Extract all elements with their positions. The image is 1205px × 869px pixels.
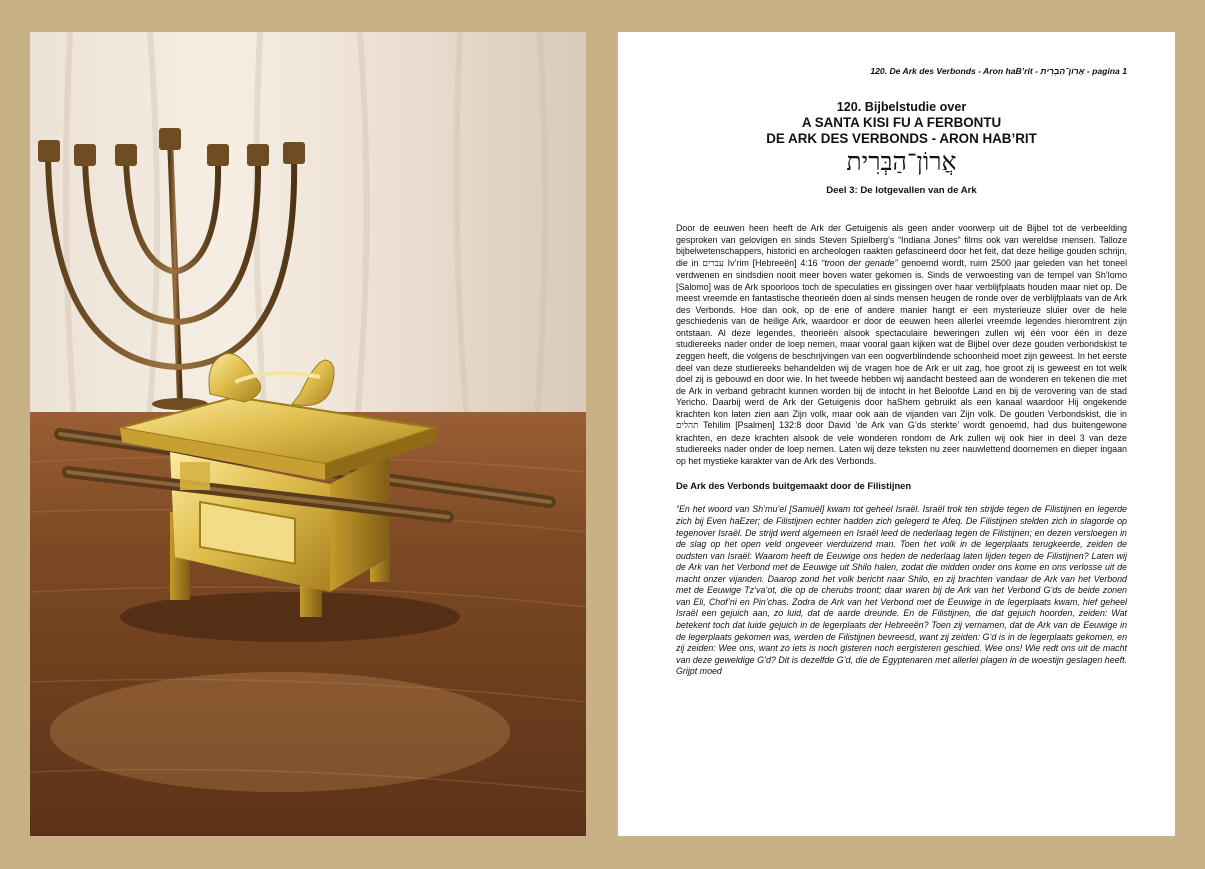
intro-paragraph: [676, 223, 1127, 467]
scripture-quote: “En het woord van Sh’mu’el [Samuël] kwam tot geheel Israël. Israël trok ten strijde tegen de Filistijnen en legerde zich bij Even haEzer; de Filistijnen echter hadden zich gelegerd te Afeq. De Filistijnen stelden zich in slagorde op tegenover Israël. De strijd werd algemeen en Israël leed de nederlaag tegen de Filistijnen; en dezen versloegen in de slag op het open veld ongeveer vierduizend man. Toen het volk in de legerplaats terugkeerde, zeiden de oudsten van Israël: Waarom heeft de Eeuwige ons heden de nederlaag laten lijden tegen de Filistijnen? Laten wij de Ark van het Verbond met de Eeuwige uit Shilo halen, zodat die midden onder ons kome en ons verlosse uit de macht onzer vijanden. Daarop zond het volk bericht naar Shilo, en zij brachten vandaar de Ark van het Verbond met de Eeuwige Tz’va’ot, die op de cherubs troont; daar waren bij de Ark van het Verbond G’ds de beide zonen van Eli, Chof’ni en Pin’chas. Zodra de Ark van het Verbond met de Eeuwige in de legerplaats kwam, hief geheel Israël een gejuich aan, zo luid, dat de aarde dreunde. En de Filistijnen, die dat gejuich hoorden, zeiden: Wat betekent toch dat luide gejuich in de legerplaats der Hebreeën? Toen zij vernamen, dat de Ark van de Eeuwige in de legerplaats gekomen was, werden de Filistijnen bevreesd, want zij zeiden: G’d is in de legerplaats gekomen, en zij zeiden: Wee ons, want zo iets is noch gisteren noch eergisteren geschied. Wee ons! Wie redt ons uit de macht van deze geweldige G’d? Dit is dezelfde G’d, die de Egyptenaren met allerlei plagen in de woestijn geslagen heeft. Grijpt moed: [676, 504, 1127, 677]
intro-italic: “troon der genade”: [821, 257, 898, 268]
intro-hebrew-ivrim: עברים: [702, 258, 724, 269]
section-title: Deel 3: De lotgevallen van de Ark: [826, 185, 977, 196]
title-line-1: 120. Bijbelstudie over: [836, 100, 967, 114]
title-hebrew: אֲרוֹן־הַבְּרִית: [846, 147, 957, 176]
subheading: De Ark des Verbonds buitgemaakt door de Filistijnen: [676, 480, 912, 492]
intro-text-3: genoemd wordt, ruim 2500 jaar geleden van het toneel verdwenen en sindsdien nooit meer boven water gekomen is. Sinds de verwoesting van de tempel van Sh’lomo [Salomo] was de Ark spoorloos toch de speculaties en gissingen over haar verblijfplaats houden maar niet op. De meest vreemde en fantastische theorieën doen al sinds mensen heugen de ronde over de verblijfplaats van de Ark des Verbonds. Hoe dan ook, op de ene of andere manier hangt er een mysterieuze sluier over de hele geschiedenis van de heilige Ark, waardoor er door de eeuwen heen allerlei vreemde legendes hieromtrent zijn ontstaan. Al deze legendes, theorieën alsook spectaculaire beweringen zullen wij één voor één in deze studiereeks nader onder de loep nemen, maar vooral gaan kijken wat de Bijbel over deze gouden verbondskist te zeggen heeft, die volgens de beschrijvingen van een oogverblindende schoonheid moet zijn geweest. In het eerste deel van deze studiereeks behandelden wij de vragen hoe de Ark er uit zag, hoe groot zij is geweest en tot welk doel zij is gebouwd en door wie. In het tweede hebben wij aandacht besteed aan de wonderen en tekenen die met de Ark in verband gebracht kunnen worden bij de intocht in het Beloofde Land en bij de verovering van de stad Yericho. Daarbij werd de Ark der Getuigenis door haShem gebruikt als een kanaal waardoor Hij ongekende krachten kon laten zien aan Zijn volk, maar ook aan de vijanden van Zijn volk. De gouden Verbondskist, die in: [676, 257, 1128, 419]
running-head: 120. De Ark des Verbonds - Aron haB’rit - אֲרוֹן־הַבְּרִית - pagina 1: [870, 66, 1127, 76]
document-page: [618, 32, 1175, 836]
intro-text-1: Door de eeuwen heen heeft de Ark der Getuigenis als geen ander voorwerp uit de Bijbel tot de verbeelding gesproken van gelovigen en sinds Steven Spielberg’s “Indiana Jones” films ook van wereldse mensen. Talloze bijbelwetenschappers, historici en archeologen raakten gefascineerd door het feit, dat deze heilige gouden schrijn, die in: [676, 223, 1127, 268]
photo-panel: [30, 32, 586, 836]
title-line-3: DE ARK DES VERBONDS - ARON HAB’RIT: [766, 130, 1037, 146]
ark-and-menorah-photo: [30, 32, 586, 836]
title-block: [676, 100, 1127, 177]
intro-text-4: Tehilim [Psalmen] 132:8 door David ‘de Ark van G’ds sterkte’ wordt genoemd, had dus buitengewone krachten, en deze krachten alsook de vele wonderen rondom de Ark zullen wij ook hier in deel 3 van deze studiereeks nader onder de loep nemen. Laten wij deze teksten nu zeer nauwlettend doornemen en dieper ingaan op het mystieke karakter van de Ark des Verbonds.: [676, 420, 1127, 466]
intro-hebrew-tehilim: תהלים: [676, 421, 699, 432]
title-line-2: A SANTA KISI FU A FERBONTU: [801, 115, 1002, 130]
intro-text-2: Iv’rim [Hebreeën] 4:16: [727, 257, 818, 268]
